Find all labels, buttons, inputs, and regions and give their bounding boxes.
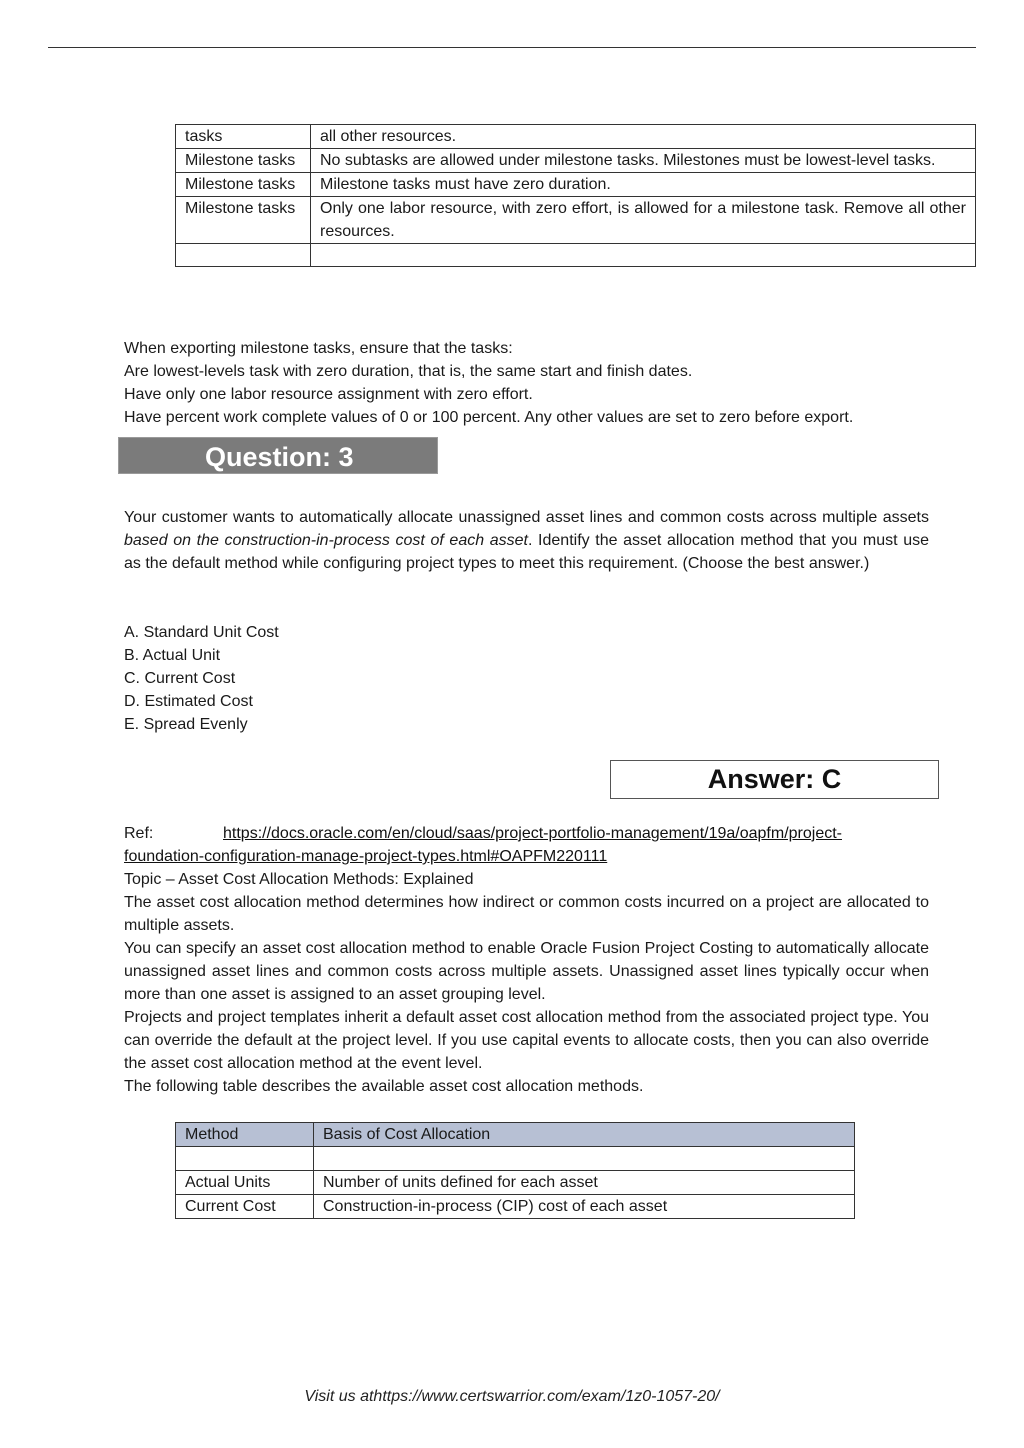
table-row bbox=[176, 173, 976, 197]
allocation-methods-table bbox=[175, 1122, 855, 1219]
topic-line: Topic – Asset Cost Allocation Methods: Explained bbox=[124, 871, 474, 888]
table-cell: Milestone tasks must have zero duration. bbox=[311, 173, 976, 197]
question-title: Question: 3 bbox=[205, 442, 354, 472]
table-row bbox=[176, 149, 976, 173]
table-cell: Only one labor resource, with zero effort, is allowed for a milestone task. Remove all other resources. bbox=[311, 197, 976, 244]
column-header: Basis of Cost Allocation bbox=[314, 1123, 855, 1147]
reference-link[interactable]: https://docs.oracle.com/en/cloud/saas/project-portfolio-management/19a/oapfm/project- bbox=[223, 825, 842, 842]
option-a: A. Standard Unit Cost bbox=[124, 624, 279, 641]
option-b: B. Actual Unit bbox=[124, 647, 221, 664]
answer-box: Answer: C bbox=[610, 760, 939, 799]
table-cell bbox=[176, 244, 311, 267]
table-row bbox=[176, 1171, 855, 1195]
footer-link[interactable]: Visit us athttps://www.certswarrior.com/exam/1z0-1057-20/ bbox=[304, 1388, 720, 1405]
table-cell bbox=[311, 244, 976, 267]
export-note-line: Are lowest-levels task with zero duration, that is, the same start and finish dates. bbox=[124, 363, 693, 380]
explanation-paragraph: The asset cost allocation method determines how indirect or common costs incurred on a project are allocated to multiple assets. bbox=[124, 894, 929, 934]
table-cell: Milestone tasks bbox=[176, 149, 311, 173]
question-text bbox=[124, 506, 929, 575]
table-cell: No subtasks are allowed under milestone tasks. Milestones must be lowest-level tasks. bbox=[311, 149, 976, 173]
table-cell: Milestone tasks bbox=[176, 173, 311, 197]
export-notes bbox=[124, 337, 929, 429]
table-cell: Milestone tasks bbox=[176, 197, 311, 244]
question-text-part: . Identify the asset allocation method that you must use as the default method while configuring project types to meet this requirement. (Choose the best answer.) bbox=[124, 532, 929, 572]
table-cell bbox=[314, 1147, 855, 1171]
table-cell: Current Cost bbox=[176, 1195, 314, 1219]
option-e: E. Spread Evenly bbox=[124, 716, 248, 733]
table-cell: all other resources. bbox=[311, 125, 976, 149]
table-cell: tasks bbox=[176, 125, 311, 149]
export-note-line: Have only one labor resource assignment with zero effort. bbox=[124, 386, 533, 403]
milestone-rules-table bbox=[175, 124, 976, 267]
export-note-line: When exporting milestone tasks, ensure that the tasks: bbox=[124, 340, 513, 357]
question-text-emphasis: based on the construction-in-process cost of each asset bbox=[124, 532, 528, 549]
explanation-paragraph: Projects and project templates inherit a default asset cost allocation method from the associated project type. You can override the default at the project level. If you use capital events to allocate costs, then you can also override the asset cost allocation method at the event level. bbox=[124, 1009, 929, 1072]
reference-label: Ref: bbox=[124, 825, 154, 842]
question-banner bbox=[118, 437, 438, 474]
table-row bbox=[176, 1147, 855, 1171]
reference-row bbox=[124, 822, 929, 845]
export-note-line: Have percent work complete values of 0 or 100 percent. Any other values are set to zero before export. bbox=[124, 409, 854, 426]
reference-link[interactable]: foundation-configuration-manage-project-types.html#OAPFM220111 bbox=[124, 848, 608, 865]
option-d: D. Estimated Cost bbox=[124, 693, 253, 710]
question-text-part: Your customer wants to automatically allocate unassigned asset lines and common costs across multiple assets bbox=[124, 509, 929, 526]
table-cell: Actual Units bbox=[176, 1171, 314, 1195]
table-row bbox=[176, 197, 976, 244]
table-header-row bbox=[176, 1123, 855, 1147]
explanation-paragraph: The following table describes the available asset cost allocation methods. bbox=[124, 1078, 644, 1095]
table-row bbox=[176, 1195, 855, 1219]
table-cell bbox=[176, 1147, 314, 1171]
table-cell: Number of units defined for each asset bbox=[314, 1171, 855, 1195]
column-header: Method bbox=[176, 1123, 314, 1147]
top-divider bbox=[48, 47, 976, 48]
table-row bbox=[176, 125, 976, 149]
option-c: C. Current Cost bbox=[124, 670, 236, 687]
explanation-paragraph: You can specify an asset cost allocation method to enable Oracle Fusion Project Costing to automatically allocate unassigned asset lines and common costs across multiple assets. Unassigned asset lines typically occur when more than one asset is assigned to an asset grouping level. bbox=[124, 940, 929, 1003]
explanation bbox=[124, 822, 929, 1098]
table-cell: Construction-in-process (CIP) cost of each asset bbox=[314, 1195, 855, 1219]
answer-options bbox=[124, 621, 929, 736]
table-row bbox=[176, 244, 976, 267]
